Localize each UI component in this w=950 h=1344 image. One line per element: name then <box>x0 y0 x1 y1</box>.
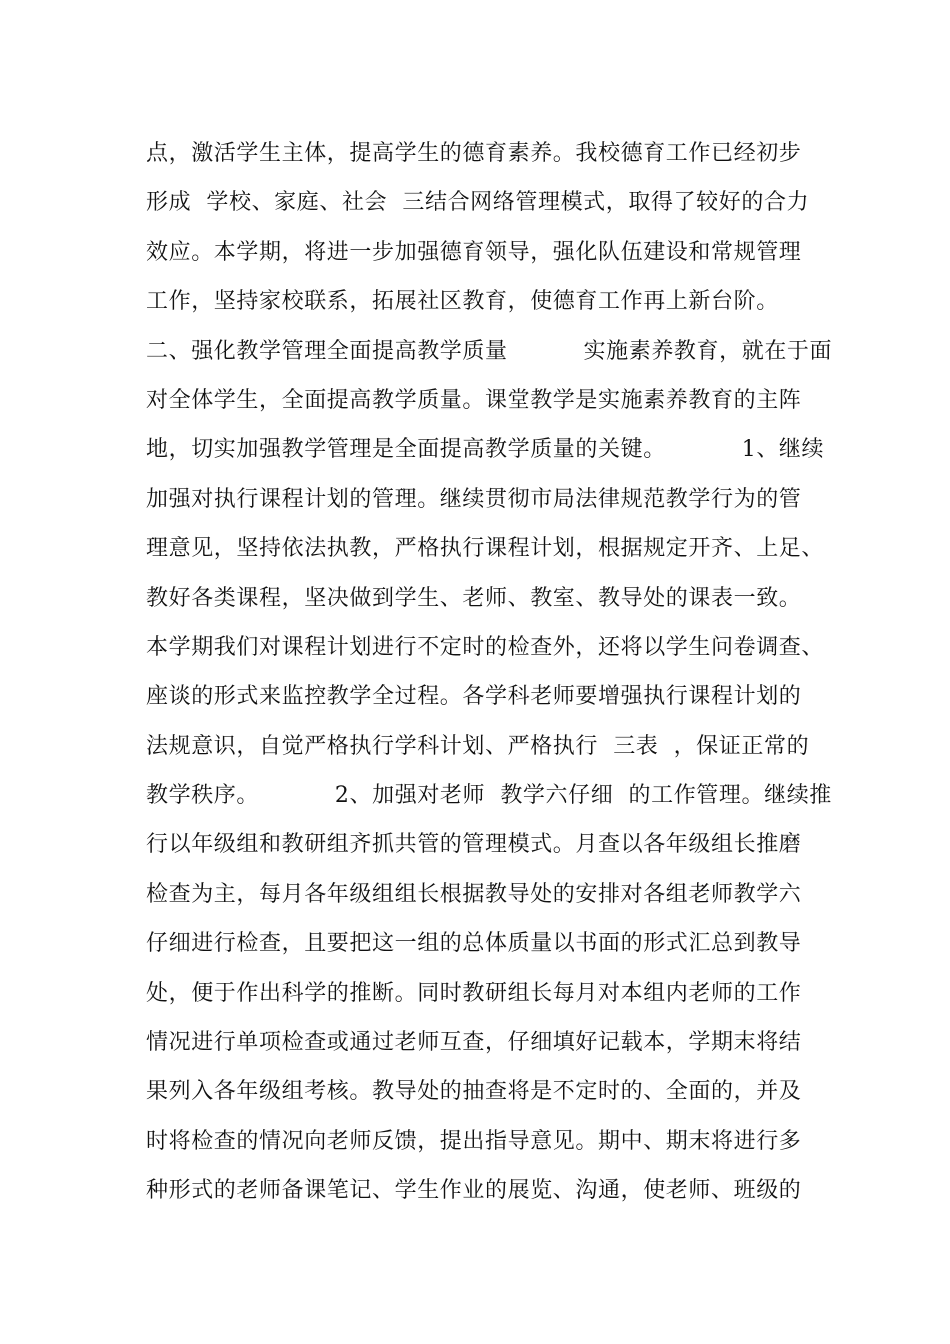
text-line: 对全体学生，全面提高教学质量。课堂教学是实施素养教育的主阵 <box>146 387 802 413</box>
text-line: 仔细进行检查，且要把这一组的总体质量以书面的形式汇总到教导 <box>146 931 802 957</box>
text-line: 理意见，坚持依法执教，严格执行课程计划，根据规定开齐、上足、 <box>146 536 825 562</box>
text-line: 教好各类课程，坚决做到学生、老师、教室、教导处的课表一致。 <box>146 585 802 611</box>
text-line: 本学期我们对课程计划进行不定时的检查外，还将以学生问卷调查、 <box>146 634 825 660</box>
text-line: 加强对执行课程计划的管理。继续贯彻市局法律规范教学行为的管 <box>146 486 802 512</box>
text-line: 地，切实加强教学管理是全面提高教学质量的关键。 1、继续 <box>146 437 825 463</box>
section-heading-line: 二、强化教学管理全面提高教学质量 实施素养教育，就在于面 <box>146 338 833 364</box>
text-line: 处，便于作出科学的推断。同时教研组长每月对本组内老师的工作 <box>146 980 802 1006</box>
text-line: 行以年级组和教研组齐抓共管的管理模式。月查以各年级组长推磨 <box>146 832 802 858</box>
text-line: 工作，坚持家校联系，拓展社区教育，使德育工作再上新台阶。 <box>146 289 779 315</box>
text-line: 点，激活学生主体，提高学生的德育素养。我校德育工作已经初步 <box>146 141 802 166</box>
body-text <box>146 134 833 1221</box>
text-line: 效应。本学期，将进一步加强德育领导，强化队伍建设和常规管理 <box>146 239 802 265</box>
text-line: 检查为主，每月各年级组组长根据教导处的安排对各组老师教学六 <box>146 881 802 907</box>
text-line: 时将检查的情况向老师反馈，提出指导意见。期中、期末将进行多 <box>146 1128 802 1154</box>
text-line: 法规意识，自觉严格执行学科计划、严格执行 三表 ，保证正常的 <box>146 733 810 759</box>
text-line: 座谈的形式来监控教学全过程。各学科老师要增强执行课程计划的 <box>146 684 802 710</box>
text-line: 形成 学校、家庭、社会 三结合网络管理模式，取得了较好的合力 <box>146 190 810 216</box>
text-line: 教学秩序。 2、加强对老师 教学六仔细 的工作管理。继续推 <box>146 783 832 809</box>
text-line: 情况进行单项检查或通过老师互查，仔细填好记载本，学期末将结 <box>146 1030 802 1056</box>
text-line: 种形式的老师备课笔记、学生作业的展览、沟通，使老师、班级的 <box>146 1178 802 1204</box>
text-line: 果列入各年级组考核。教导处的抽查将是不定时的、全面的，并及 <box>146 1079 802 1105</box>
